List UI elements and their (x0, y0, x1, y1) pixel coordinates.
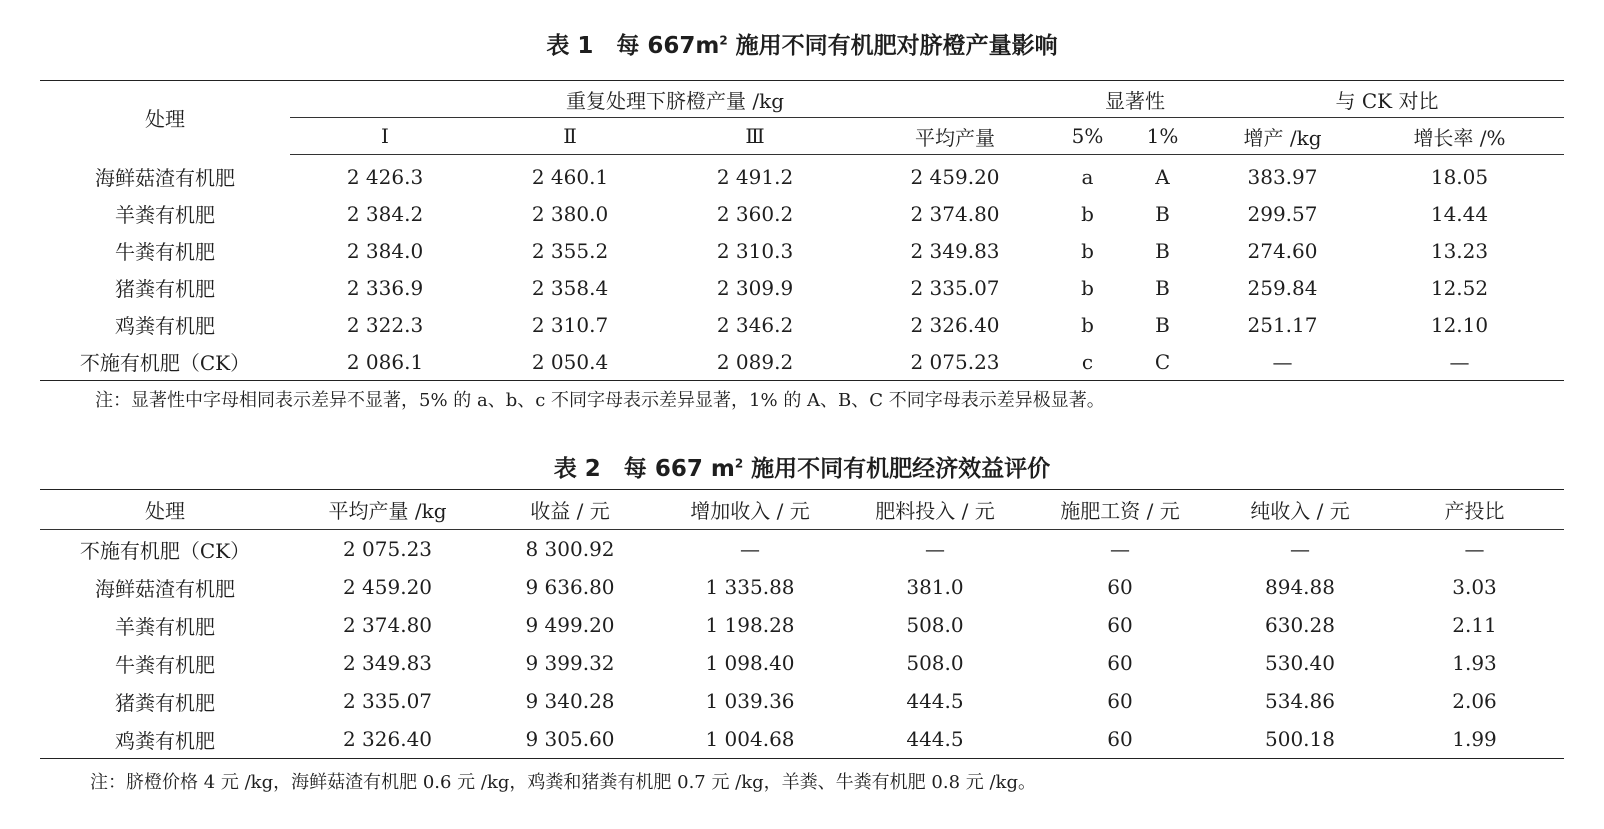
header-rate: 增长率 /% (1355, 118, 1564, 155)
header-rep1: Ⅰ (290, 118, 480, 155)
table2-title: 表 2 每 667 $m^2$ 施用不同有机肥经济效益评价 (553, 456, 1051, 482)
table-row: 海鲜菇渣有机肥 2 459.20 9 636.80 1 335.88 381.0 60 894.88 3.03 (95, 575, 1497, 601)
header-rep2: Ⅱ (480, 118, 660, 155)
header-p5: 5% (1060, 118, 1115, 155)
table1-title: 表 1 每 $667m^2$ 施用不同有机肥对脐橙产量影响 (546, 33, 1058, 59)
table-row: 牛粪有机肥 2 349.83 9 399.32 1 098.40 508.0 60 530.40 1.93 (115, 651, 1497, 677)
table-row: 鸡粪有机肥 2 322.3 2 310.7 2 346.2 2 326.40 b B 251.17 12.10 (115, 312, 1489, 338)
header-treatment: 处理 (145, 107, 185, 132)
header-avg: 平均产量 (850, 118, 1060, 155)
header-col: 收益 / 元 (485, 490, 655, 530)
header-col: 平均产量 /kg (290, 490, 485, 530)
table-row: 不施有机肥（CK） 2 075.23 8 300.92 — — — — — (79, 537, 1485, 563)
header-col: 施肥工资 / 元 (1025, 490, 1215, 530)
table-row: 羊粪有机肥 2 374.80 9 499.20 1 198.28 508.0 60 630.28 2.11 (115, 613, 1497, 639)
table-row: 海鲜菇渣有机肥 2 426.3 2 460.1 2 491.2 2 459.20 a A 383.97 18.05 (95, 164, 1489, 190)
header-significance: 显著性 (1060, 81, 1210, 118)
header-col: 处理 (40, 490, 290, 530)
table-row: 羊粪有机肥 2 384.2 2 380.0 2 360.2 2 374.80 b B 299.57 14.44 (115, 201, 1489, 227)
header-col: 增加收入 / 元 (655, 490, 845, 530)
header-col: 纯收入 / 元 (1215, 490, 1385, 530)
table2-note: 注：脐橙价格 4 元 /kg，海鲜菇渣有机肥 0.6 元 /kg，鸡粪和猪粪有机肥 0.7 元 /kg，羊粪、牛粪有机肥 0.8 元 /kg。 (90, 772, 1036, 793)
header-vs-ck: 与 CK 对比 (1210, 81, 1564, 118)
header-yield-group: 重复处理下脐橙产量 /kg (290, 81, 1060, 118)
table-row: 牛粪有机肥 2 384.0 2 355.2 2 310.3 2 349.83 b B 274.60 13.23 (115, 238, 1489, 264)
economic-table (40, 489, 1564, 759)
table-row: 猪粪有机肥 2 336.9 2 358.4 2 309.9 2 335.07 b B 259.84 12.52 (115, 275, 1489, 301)
header-rep3: Ⅲ (660, 118, 850, 155)
header-increase: 增产 /kg (1210, 118, 1355, 155)
table-row: 鸡粪有机肥 2 326.40 9 305.60 1 004.68 444.5 60 500.18 1.99 (115, 727, 1497, 753)
yield-table (40, 80, 1564, 381)
table-row: 猪粪有机肥 2 335.07 9 340.28 1 039.36 444.5 60 534.86 2.06 (115, 689, 1497, 715)
header-col: 肥料投入 / 元 (845, 490, 1025, 530)
header-col: 产投比 (1385, 490, 1564, 530)
header-p1: 1% (1115, 118, 1210, 155)
table-row: 不施有机肥（CK） 2 086.1 2 050.4 2 089.2 2 075.23 c C — — (79, 349, 1470, 375)
table1-note: 注：显著性中字母相同表示差异不显著，5% 的 a、b、c 不同字母表示差异显著，1% 的 A、B、C 不同字母表示差异极显著。 (95, 390, 1105, 411)
